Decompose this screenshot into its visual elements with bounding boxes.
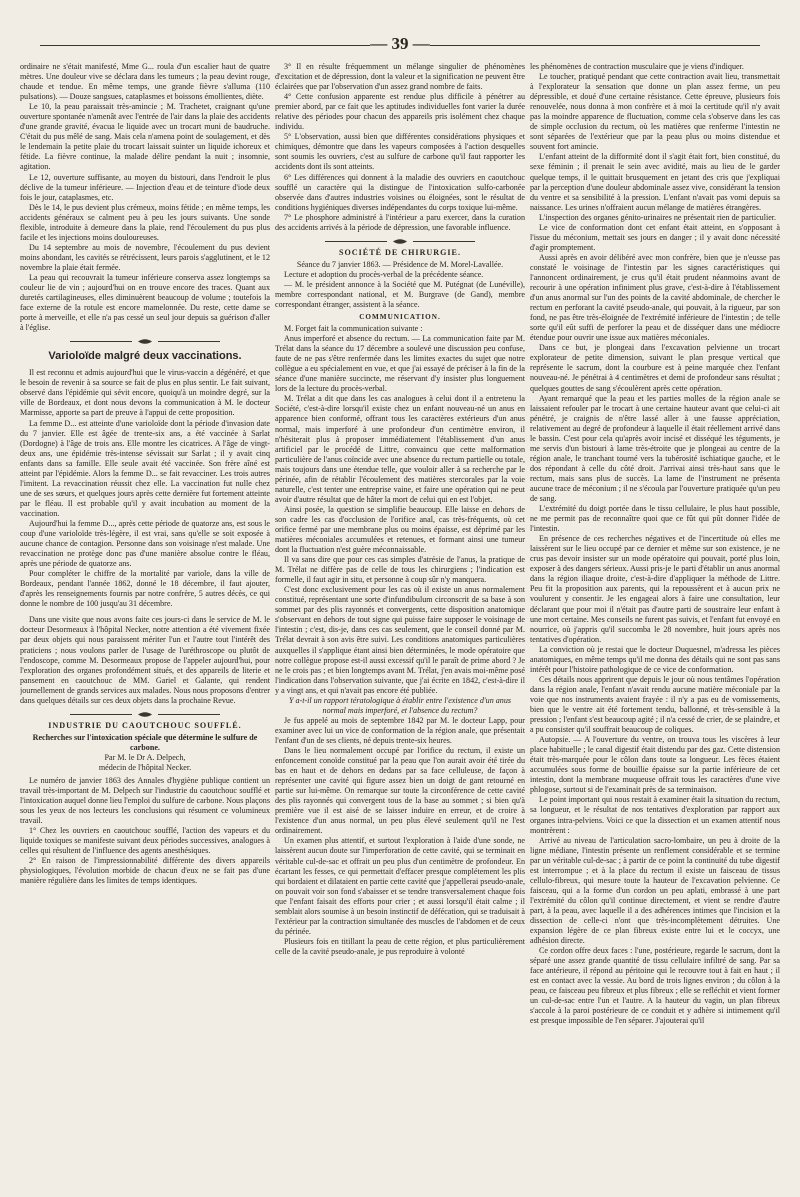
paragraph: L'inspection des organes génito-urinaires ne présentait rien de particulier. <box>539 212 777 222</box>
paragraph: Ainsi posée, la question se simplifie beaucoup. Elle laisse en dehors de son cadre les cas d'occlusion de l'orifice anal, cas très-fréquents, où cet orifice fermé par une membrane plus ou moins épaisse, est déprimé par les matières méconiales accumulées et retenues, et formant ainsi une tumeur dont la fluctuation n'est guère méconnaissable. <box>275 504 525 555</box>
ornament-divider <box>325 238 475 245</box>
paragraph: Ces détails nous apprirent que depuis le jour où nous tentâmes l'opération dans la région anale, l'enfant n'avait rendu aucune matière méconiale par la voie que nos instruments avaient frayée : il n'y a pas eu de vomissements, bien que le ventre ait été fortement tendu, ballonné, et très-sensible à la pression ; l'enfant s'est beaucoup agité ; il n'a cessé de crier, de se plaindre, et a pu consister qu'il souffrait beaucoup de coliques. <box>530 674 780 735</box>
column-1 <box>20 62 270 1190</box>
italic-heading: Y a-t-il un rapport tératologique à établir entre l'existence d'un anus normal mais imperforé, et l'absence du rectum? <box>288 695 512 715</box>
paragraph: Le vice de conformation dont cet enfant était atteint, en s'opposant à l'issue du méconium, mettait ses jours en danger ; il y avait donc nécessité d'agir promptement. <box>530 222 780 252</box>
article-subheading: Recherches sur l'intoxication spéciale que détermine le sulfure de carbone. <box>32 732 258 752</box>
paragraph: Le numéro de janvier 1863 des Annales d'hygiène publique contient un travail très-important de M. Delpech sur l'industrie du caoutchouc soufflé et l'intoxication auquel donne lieu l'emploi du sulfure de carbone. Nous plaçons sous les yeux de nos lecteurs les conclusions qui résument ce volumineux travail. <box>20 776 270 826</box>
paragraph: Du 14 septembre au mois de novembre, l'écoulement du pus devient moins abondant, les cavités se rétrécissent, leurs parois s'agglutinent, et le 12 novembre la plaie était fermée. <box>20 242 270 272</box>
paragraph: Le toucher, pratiqué pendant que cette contraction avait lieu, transmettait à l'explorateur la sensation que donne un plan assez ferme, un peu dépressible, et doué d'une certaine résistance. Cette épreuve, plusieurs fois renouvelée, nous donna à mon confrère et à moi la certitude qu'il n'y avait pas la moindre apparence de fluctuation, comme cela s'observe dans les cas de simple occlusion du rectum, où les matières que renferme l'intestin ne sont séparées de l'extérieur que par la peau plus ou moins distendue et souvent fort amincie. <box>530 72 780 152</box>
byline: Par M. le Dr A. Delpech, <box>104 752 186 762</box>
paragraph: les phénomènes de contraction musculaire que je viens d'indiquer. <box>530 62 744 71</box>
section-heading: SOCIÉTÉ DE CHIRURGIE. <box>339 247 461 257</box>
paragraph: 2° En raison de l'impressionnabilité différente des divers appareils physiologiques, l'évolution morbide de chacun d'eux ne se fait pas d'une manière régulière dans les limites de temps identiques. <box>20 856 270 886</box>
paragraph: En présence de ces recherches négatives et de l'incertitude où elles me laissèrent sur le lieu occupé par ce dernier et même sur son existence, je ne crus pas devoir insister sur un mode opératoire qui pouvait, porté plus loin, exposer à des dangers sérieux. Aussi pris-je le parti d'établir un anus anormal dans la région iliaque droite, c'est-à-dire d'appliquer la méthode de Littre. Peu fit la proposition aux parents, qui la repoussèrent et à aucun prix ne voulurent y consentir. Je les engageai alors à faire une consultation, leur déclarant que pour moi il n'était pas d'autre parti de soustraire leur enfant à une mort certaine. Mes conseils ne furent pas suivis, et l'enfant fut envoyé en nourrice, où j'appris qu'il succomba le 28 novembre, huit jours après nos tentatives d'opération. <box>530 534 780 644</box>
header-rule-right <box>430 45 760 46</box>
paragraph: Le 10, la peau paraissait très-amincie ; M. Trachetet, craignant qu'une ouverture spontanée n'amenât avec l'entrée de l'air dans la plaie des accidents d'une grande gravité, évacua le liquide avec un trocart muni de baudruche. C'était du pus mêlé de sang. Mais cela n'amena point de soulagement, et dès le lendemain la petite plaie du trocart laissait suinter un liquide ichoreux et fétide. La fièvre continue, la malade délire pendant la nuit ; insomnie, agitation. <box>20 102 270 172</box>
page-number: — 39 — <box>370 34 430 53</box>
session-line: Séance du 7 janvier 1863. — Présidence de M. Morel-Lavallée. <box>296 259 504 269</box>
paragraph: Autopsie. — A l'ouverture du ventre, on trouva tous les viscères à leur place habituelle ; le canal digestif était distendu par des gaz. Cette distension était très-marquée pour le côlon dans toute sa longueur. Les fèces étaient accumulées sous forme de bouillie épaisse sur la partie inférieure de cet intestin, dont la membrane muqueuse offrait tous les caractères d'une vive phlogose, surtout si de l'examinait près de sa terminaison. <box>530 735 780 795</box>
paragraph: 3° Il en résulte fréquemment un mélange singulier de phénomènes d'excitation et de dépression, dont la valeur et la signification ne peuvent être éclairées que par l'observation d'un assez grand nombre de faits. <box>275 62 525 92</box>
paragraph: La peau qui recouvrait la tumeur inférieure conserva assez longtemps sa couleur lie de vin ; aujourd'hui on en trouve encore des traces. Quant aux duretés cartilagineuses, elles diminuèrent beaucoup de volume ; toutefois la face externe de la rotule est encore mamelonnée. Du reste, cette dame se porte à merveille, et elle n'a pas cessé un seul jour depuis sa guérison d'aller à l'église. <box>20 272 270 333</box>
paragraph: Plusieurs fois en titillant la peau de cette région, et plus particulièrement celle de la cavité pseudo-anale, je pus reproduire à volonté <box>275 936 525 956</box>
subsection-heading: COMMUNICATION. <box>359 313 441 322</box>
paragraph: Lecture et adoption du procès-verbal de la précédente séance. <box>284 269 484 279</box>
paragraph: Aujourd'hui la femme D..., après cette période de quatorze ans, est sous le coup d'une varioloïde très-légère, il est vrai, sans qu'elle se soit exposée à aucune chance de contagion. Personne dans son voisinage n'est malade. Une revaccination ne protège donc pas d'une manière absolue contre le fléau, après une période de quatorze ans. <box>20 518 270 569</box>
paragraph: Aussi après en avoir délibéré avec mon confrère, bien que je n'eusse pas constaté le voisinage de l'intestin par les signes caractéristiques qui l'annoncent ordinairement, je crus qu'il était prudent néanmoins avant de recourir à une opération infiniment plus grave, c'est-à-dire à l'établissement d'un anus anormal sur l'un des points de la cavité abdominale, de chercher le rectum en perforant la cavité pseudo-anale, qui pouvait, à la rigueur, par son fond, ne pas être très-éloignée de l'extrémité inférieure de l'intestin ; de telle sorte qu'il eût suffi de perforer la peau et de disséquer dans une médiocre étendue pour ouvrir une issue aux matières méconiales. <box>530 252 780 343</box>
paragraph: L'extrémité du doigt portée dans le tissu cellulaire, le plus haut possible, ne me permit pas de reconnaître quoi que ce fût qui pût donner l'idée de l'intestin. <box>530 504 780 534</box>
article-heading: INDUSTRIE DU CAOUTCHOUC SOUFFLÉ. <box>48 720 242 730</box>
paragraph: ordinaire ne s'était manifesté, Mme G... roula d'un escalier haut de quatre mètres. Une douleur vive se déclara dans les tumeurs ; la peau devint rouge, chaude et tendue. En même temps, une grande fièvre s'alluma (110 pulsations). — Douze sangsues, cataplasmes et boissons émollientes, diète. <box>20 62 270 102</box>
paragraph: Dès le 14, le pus devient plus crémeux, moins fétide ; en même temps, les accidents généraux se calment peu à peu les jours suivants. Une sonde flexible, introduite à demeure dans la plaie, rend l'écoulement du pus plus facile et les injections moins douloureuses. <box>20 202 270 242</box>
column-2 <box>275 62 525 1190</box>
paragraph: Ce cordon offre deux faces : l'une, postérieure, regarde le sacrum, dont la séparé une assez grande quantité de tissu cellulaire infiltré de sang. Par sa face antérieure, il répond au péritoine qui le recouvre tout à fait en haut ; il est en contact avec la vessie. Au bord de trois lignes environ ; du côlon à la peau, ce faisceau peu fibreux et plus fibreux ; elle se refléchit et vient former un cul-de-sac entre l'un et l'autre. A la hauteur du vagin, un plan fibreux s'accole à la paroi postérieure de ce conduit et y adhère si intimement qu'il est presque impossible de l'en séparer. J'ajouterai qu'il <box>530 946 780 1026</box>
paragraph: Pour compléter le chiffre de la mortalité par variole, dans la ville de Bordeaux, pendant l'année 1862, donné le 18 décembre, il faut ajouter, d'après les renseignements fournis par notre confrère, 5 autres décès, ce qui donne le nombre de 100 jusqu'au 31 décembre. <box>20 569 270 609</box>
paragraph: Dans le lieu normalement occupé par l'orifice du rectum, il existe un enfoncement conoïde constitué par la peau que l'on aurait avoir été tirée du bas en haut et de dehors en dedans par sa face celluleuse, de façon à représenter une cavité qui figure assez bien un doigt de gant retourné en partie sur lui-même. On remarque sur toute la circonférence de cette cavité des plis rayonnés qui convergent tous de la base au sommet ; si bien qu'à première vue il est aisé de se laisser induire en erreur, et de croire à l'existence d'un anus normal, un peu plus élevé seulement qu'il ne l'est ordinairement. <box>275 746 525 836</box>
paragraph: Arrivé au niveau de l'articulation sacro-lombaire, un peu à droite de la ligne médiane, l'intestin présente un renflement considérable et se termine par un véritable cul-de-sac ; à partir de ce point la continuité du tube digestif est interrompue ; et à la place du rectum il existe un faisceau de tissus cellulo-fibreux, qui mesure toute la hauteur de l'excavation pelvienne. Ce faisceau, qui a la forme d'un cordon un peu aplati, embrassé à une part l'extrémité du côlon qu'il continue directement, et vient se rendre d'autre part, à la peau, avec laquelle il a des adhérences intimes que l'incision et la dissection de celle-ci n'ont que très-incomplètement détruites. Une expansion légère de ce plan fibreux existe entre lui et le coccyx, une adhésion directe. <box>530 835 780 946</box>
paragraph: Ayant remarqué que la peau et les parties molles de la région anale se laissaient refouler par le trocart à une certaine hauteur avant que celui-ci ait pénétré, je craignis de n'être lassé aller à une fausse appréciation, relativement au degré de profondeur à laquelle il était réellement arrivé dans le bassin. C'est pour cela qu'après avoir incisé et disséqué les téguments, je me servis d'un bistouri à lame très-étroite que je plongeai au centre de la région anale, le tranchant tourné vers la tubérosité ischiatique gauche, et le dos répondant à celle du côté droit. J'arrivai ainsi très-haut sans que le rectum, mais sans plus de succès. La lame de l'instrument ne présenta aucune trace de méconium ; il ne s'écoula par l'ouverture pratiquée qu'un peu de sang. <box>530 393 780 504</box>
paragraph: 5° L'observation, aussi bien que différentes considérations physiques et chimiques, démontre que dans les vapeurs composées à l'action desquelles sont soumis les ouvriers, c'est au sulfure de carbone qu'il faut rapporter les accidents dont ils sont atteints. <box>275 132 525 172</box>
ornament-divider <box>70 711 220 718</box>
column-3 <box>530 62 780 1190</box>
ornament-divider <box>70 338 220 345</box>
paragraph: L'enfant atteint de la difformité dont il s'agit était fort, bien constitué, du sexe féminin ; il prenait le sein avec avidité, mais au lieu de le garder quelque temps, il le quittait brusquement en jetant des cris que j'expliquai par la perception d'une douleur abdominale assez vive, considérant la tension du ventre et sa sensibilité à la pression. L'enfant n'avait pas vomi depuis sa naissance. Les urines n'offraient aucun mélange de matières étrangères. <box>530 152 780 212</box>
paragraph: 1° Chez les ouvriers en caoutchouc soufflé, l'action des vapeurs et du liquide toxiques se manifeste suivant deux périodes successives, analogues à celles qui résultent de l'influence des agents anesthésiques. <box>20 826 270 856</box>
paragraph: 6° Les différences qui donnent à la maladie des ouvriers en caoutchouc soufflé un caractère qui la distingue de l'intoxication sulfo-carbonée observée dans d'autres industries voisines ou éloignées, sont le résultat de conditions hygiéniques diverses indépendantes du corps toxique lui-même. <box>275 172 525 212</box>
paragraph: Il est reconnu et admis aujourd'hui que le virus-vaccin a dégénéré, et que le besoin de revenir à sa source se fait de plus en plus sentir. Le fait suivant, observé dans l'épidémie qui sévit encore, quoiqu'à un moindre degré, sur la ville de Bordeaux, et dont nous devons la communication à M. le docteur Marmisse, apporte sa part de preuve à l'appui de cette proposition. <box>20 368 270 418</box>
paragraph: 7° Le phosphore administré à l'intérieur a paru exercer, dans la curation des accidents arrivés à la période de dépression, une favorable influence. <box>275 212 525 232</box>
byline-affiliation: médecin de l'hôpital Necker. <box>98 762 192 772</box>
paragraph: C'est donc exclusivement pour les cas où il existe un anus normalement constitué, représentant une sorte d'infundibulum circonscrit de sa base à son sommet par des plis rayonnés et convergents, cette disposition anatomique s'observant en dehors de tout signe qui puisse faire supposer le voisinage de l'intestin ; c'est, dis-je, dans ces cas seulement, que le conseil donné par M. Trélat devrait à son avis être suivi. Les conditions anatomiques particulières auxquelles il s'applique étant ainsi bien déterminées, le mode opératoire que notre collègue propose est-il aussi excessif qu'il le paraît de prime abord ? Je ne le crois pas ; et bien longtemps avant M. Trélat, j'en avais moi-même posé l'indication dans l'observation suivante, que j'ai écrite en 1842, c'est-à-dire il y a vingt ans, et qui n'avait pas encore été publiée. <box>275 585 525 695</box>
paragraph: Dans ce but, je plongeai dans l'excavation pelvienne un trocart explorateur de petite dimension, suivant le plan presque vertical que représente le sacrum, dont la courbure est à peine marquée chez l'enfant nouveau-né. Je pénétrai à 4 centimètres et demi de profondeur sans résultat ; quelques gouttes de sang s'écoulèrent après cette opération. <box>530 343 780 393</box>
paragraph: — M. le président annonce à la Société que M. Putégnat (de Lunéville), membre correspondant national, et M. Burgrave (de Gand), membre correspondant étranger, assistent à la séance. <box>275 279 525 309</box>
paragraph: M. Forget fait la communication suivante : <box>284 324 423 334</box>
section-heading: Varioloïde malgré deux vaccinations. <box>48 350 242 363</box>
paragraph: La femme D... est atteinte d'une varioloïde dont la période d'invasion date du 7 janvier. Elle est âgée de trente-six ans, a été vaccinée à Sarlat (Dordogne) à l'âge de trois ans. Elle montre les cicatrices. A l'âge de vingt-deux ans, une épidémie très-intense sévissait sur Sarlat ; il y avait cinq enfants dans sa famille. Elle seule avait été vaccinée. Son frère aîné est atteint par l'épidémie. Alors la femme D... se fait revacciner. Les trois autres l'imitent. La revaccination réussit chez elle. La vaccination fut nulle chez une de ses sœurs, et quelques jours après cette dernière fut fortement atteinte par le fléau. Il est probable qu'il y avait incubation au moment de la vaccination. <box>20 418 270 518</box>
paragraph: La conviction où je restai que le docteur Duquesnel, m'adressa les pièces anatomiques, en même temps qu'il me donna des détails qui ne sont pas sans intérêt pour l'histoire pathologique de ce vice de conformation. <box>530 644 780 674</box>
paragraph: Il va sans dire que pour ces cas simples d'atrésie de l'anus, la pratique de M. Trélat ne diffère pas de celle de tous les chirurgiens ; l'indication est formelle, il faut agir in situ, et personne à coup sûr n'y manquera. <box>275 555 525 585</box>
paragraph: M. Trélat a dit que dans les cas analogues à celui dont il a entretenu la Société, c'est-à-dire lorsqu'il existe chez un enfant nouveau-né un anus en apparence bien conformé, offrant tous les caractères extérieurs d'un anus normal, mais imperforé à une profondeur d'un centimètre environ, il n'hésiterait plus à proposer immédiatement l'établissement d'un anus artificiel par le procédé de Littre, convaincu que cette malformation particulière de l'anus coïncide avec une absence du rectum partielle ou totale, mais toujours dans une étendue telle, que vouloir aller à sa recherche par le périnée, afin de rétablir l'écoulement des matières stercorales par la voie naturelle, c'est tenter une entreprise vaine, et faire une opération qui ne peut avoir d'autre résultat que de hâter la mort de celui qui en est l'objet. <box>275 394 525 504</box>
paragraph: 4° Cette confusion apparente est rendue plus difficile à pénétrer au premier abord, par ce fait que les aptitudes individuelles font varier la durée relative des périodes pour chacun des appareils pris isolément chez chaque individu. <box>275 92 525 132</box>
paragraph: Le 12, ouverture suffisante, au moyen du bistouri, dans l'endroit le plus déclive de la tumeur inférieure. — Injection d'eau et de teinture d'iode deux fois le jour, cataplasmes, etc. <box>20 172 270 202</box>
paragraph: Je fus appelé au mois de septembre 1842 par M. le docteur Lapp, pour examiner avec lui un vice de conformation de la région anale, que présentait l'enfant d'un de ses clients, né depuis trente-six heures. <box>275 715 525 745</box>
paragraph: Le point important qui nous restait à examiner était la situation du rectum, sa longueur, et le résultat de nos tentatives d'exploration par rapport aux organes intra-pelviens. Voici ce que la dissection et un examen attentif nous montrèrent : <box>530 795 780 835</box>
paragraph: Un examen plus attentif, et surtout l'exploration à l'aide d'une sonde, ne laissèrent aucun doute sur l'imperforation de cette cavité, qui se terminait en véritable cul-de-sac et offrait un peu plus d'un centimètre de profondeur. En écartant les fesses, ce qui permettait d'effacer presque complétement les plis qui bordaient et dilataient en partie cette cavité que j'appellerai pseudo-anale, on pouvait voir son fond s'abaisser et se tendre transversalement chaque fois que l'enfant faisait des efforts pour crier ; et aussi lorsqu'il était calme ; il semblait alors soumise à un besoin instinctif de défécation, qui se traduisait à l'extérieur par la contraction simultanée des muscles de l'abdomen et de ceux du périnée. <box>275 836 525 936</box>
paragraph: Dans une visite que nous avons faite ces jours-ci dans le service de M. le docteur Desormeaux à l'hôpital Necker, notre attention a été vivement fixée par deux objets qui nous paraissent mériter l'un et l'autre tout l'intérêt des praticiens ; nous voulons parler de l'usage de l'uréthroscope ou plutôt de l'endoscope, comme M. Desormeaux propose de l'appeler aujourd'hui, pour l'exploration des organes profondément situés, et des appareils de literie et pansement en caoutchouc de MM. Gariel et Galante, qui rendent journellement de grands services aux malades. Nous nous proposons d'entrer dans quelques détails sur ces deux objets dans la prochaine Revue. <box>20 615 270 705</box>
paragraph: Anus imperforé et absence du rectum. — La communication faite par M. Trélat dans la séance du 17 décembre a soulevé une discussion peu confuse, faute de ne pas s'être renfermée dans les limites exactes du sujet que notre collègue a eu spécialement en vue, et que j'ai essayé de préciser à la fin de la séance d'une manière succincte, me réservant d'y insister plus longuement lors de la lecture du procès-verbal. <box>275 334 525 394</box>
